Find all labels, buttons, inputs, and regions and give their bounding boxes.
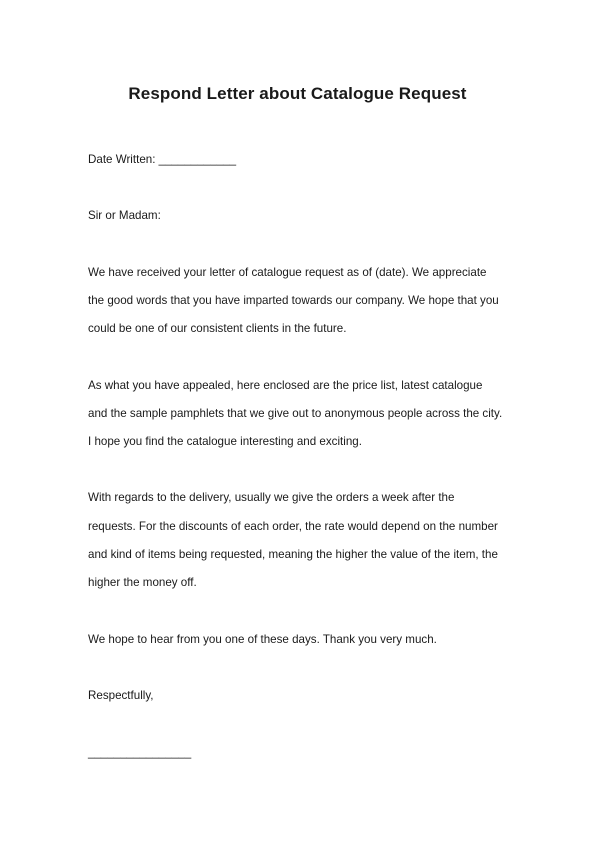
paragraph-1-line-3: could be one of our consistent clients in the future. [88,322,347,335]
paragraph-3-line-4: higher the money off. [88,576,197,589]
paragraph-2-line-3: I hope you find the catalogue interesting and exciting. [88,435,362,448]
paragraph-1-line-1: We have received your letter of catalogue request as of (date). We appreciate [88,266,487,279]
paragraph-1-line-2: the good words that you have imparted towards our company. We hope that you [88,294,499,307]
paragraph-3-line-3: and kind of items being requested, meaning the higher the value of the item, the [88,548,498,561]
paragraph-3-line-1: With regards to the delivery, usually we give the orders a week after the [88,491,455,504]
date-written-line: Date Written: ____________ [88,153,237,166]
closing: Respectfully, [88,689,154,702]
paragraph-4-line-1: We hope to hear from you one of these days. Thank you very much. [88,633,437,646]
paragraph-3-line-2: requests. For the discounts of each order, the rate would depend on the number [88,520,498,533]
signature-line: ________________ [88,746,192,759]
salutation: Sir or Madam: [88,209,161,222]
paragraph-2-line-1: As what you have appealed, here enclosed are the price list, latest catalogue [88,379,483,392]
paragraph-2-line-2: and the sample pamphlets that we give out to anonymous people across the city. [88,407,503,420]
page-title: Respond Letter about Catalogue Request [128,84,467,103]
